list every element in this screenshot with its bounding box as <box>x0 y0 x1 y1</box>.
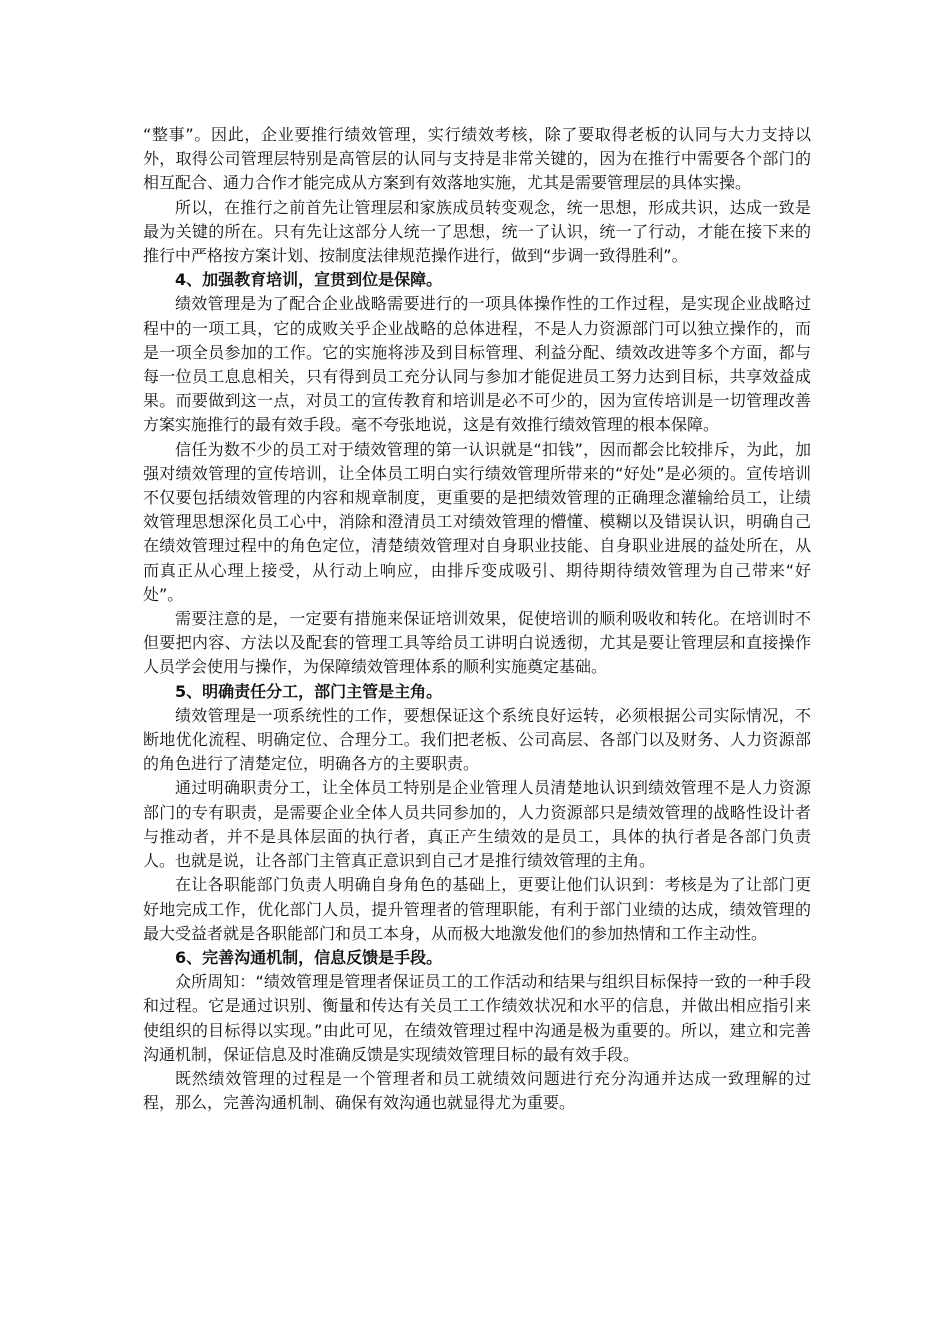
paragraph-responsibility-division: 通过明确职责分工，让全体员工特别是企业管理人员清楚地认识到绩效管理不是人力资源部门的专有职责，是需要企业全体人员共同参加的，人力资源部只是绩效管理的战略性设计者与推动者，并不是具体层面的执行者，真正产生绩效的是员工，具体的执行者是各部门负责人。也就是说，让各部门主管真正意识到自己才是推行绩效管理的主角。 <box>143 778 811 871</box>
section-heading-5: 5、明确责任分工，部门主管是主角。 <box>175 681 443 701</box>
paragraph-communication-definition: 众所周知：“绩效管理是管理者保证员工的工作活动和结果与组织目标保持一致的一种手段和过程。它是通过识别、衡量和传达有关员工工作绩效状况和水平的信息，并做出相应指引来使组织的目标得以实现。”由此可见，在绩效管理过程中沟通是极为重要的。所以，建立和完善沟通机制，保证信息及时准确反馈是实现绩效管理目标的最有效手段。 <box>143 972 811 1064</box>
section-heading-4: 4、加强教育培训，宣贯到位是保障。 <box>175 270 443 290</box>
paragraph-responsibility-system: 绩效管理是一项系统性的工作，要想保证这个系统良好运转，必须根据公司实际情况，不断地优化流程、明确定位、合理分工。我们把老板、公司高层、各部门以及财务、人力资源部的角色进行了清楚定位，明确各方的主要职责。 <box>143 705 811 774</box>
paragraph-training-effect: 需要注意的是，一定要有措施来保证培训效果，促使培训的顺利吸收和转化。在培训时不但要把内容、方法以及配套的管理工具等给员工讲明白说透彻，尤其是要让管理层和直接操作人员学会使用与操作，为保障绩效管理体系的顺利实施奠定基础。 <box>143 609 811 677</box>
paragraph-department-role: 在让各职能部门负责人明确自身角色的基础上，更要让他们认识到：考核是为了让部门更好地完成工作，优化部门人员，提升管理者的管理职能，有利于部门业绩的达成，绩效管理的最大受益者就是各职能部门和员工本身，从而极大地激发他们的参加热情和工作主动性。 <box>143 875 811 943</box>
paragraph-communication-importance: 既然绩效管理的过程是一个管理者和员工就绩效问题进行充分沟通并达成一致理解的过程，那么，完善沟通机制、确保有效沟通也就显得尤为重要。 <box>143 1068 811 1113</box>
paragraph-intro-continuation: “整事”。因此，企业要推行绩效管理，实行绩效考核，除了要取得老板的认同与大力支持以外，取得公司管理层特别是高管层的认同与支持是非常关键的，因为在推行中需要各个部门的相互配合、通力合作才能完成从方案到有效落地实施，尤其是需要管理层的具体实操。 <box>143 125 811 193</box>
paragraph-training-purpose: 绩效管理是为了配合企业战略需要进行的一项具体操作性的工作过程，是实现企业战略过程中的一项工具，它的成败关乎企业战略的总体进程，不是人力资源部门可以独立操作的，而是一项全员参加的工作。它的实施将涉及到目标管理、利益分配、绩效改进等多个方面，都与每一位员工息息相关，只有得到员工充分认同与参加才能促进员工努力达到目标，共享效益成果。而要做到这一点，对员工的宣传教育和培训是必不可少的，因为宣传培训是一切管理改善方案实施推行的最有效手段。毫不夸张地说，这是有效推行绩效管理的根本保障。 <box>143 294 811 435</box>
paragraph-training-benefits: 信任为数不少的员工对于绩效管理的第一认识就是“扣钱”，因而都会比较排斥，为此，加强对绩效管理的宣传培训，让全体员工明白实行绩效管理所带来的“好处”是必须的。宣传培训不仅要包括绩效管理的内容和规章制度，更重要的是把绩效管理的正确理念灌输给员工，让绩效管理思想深化员工心中，消除和澄清员工对绩效管理的懵懂、模糊以及错误认识，明确自己在绩效管理过程中的角色定位，清楚绩效管理对自身职业技能、自身职业进展的益处所在，从而真正从心理上接受，从行动上响应，由排斥变成吸引、期待期待绩效管理为自己带来“好处”。 <box>143 439 811 604</box>
section-heading-6: 6、完善沟通机制，信息反馈是手段。 <box>175 947 443 967</box>
document-page <box>143 123 811 1115</box>
paragraph-consensus: 所以，在推行之前首先让管理层和家族成员转变观念，统一思想，形成共识，达成一致是最为关键的所在。只有先让这部分人统一了思想，统一了认识，统一了行动，才能在接下来的推行中严格按方案计划、按制度法律规范操作进行，做到“步调一致得胜利”。 <box>143 197 811 266</box>
